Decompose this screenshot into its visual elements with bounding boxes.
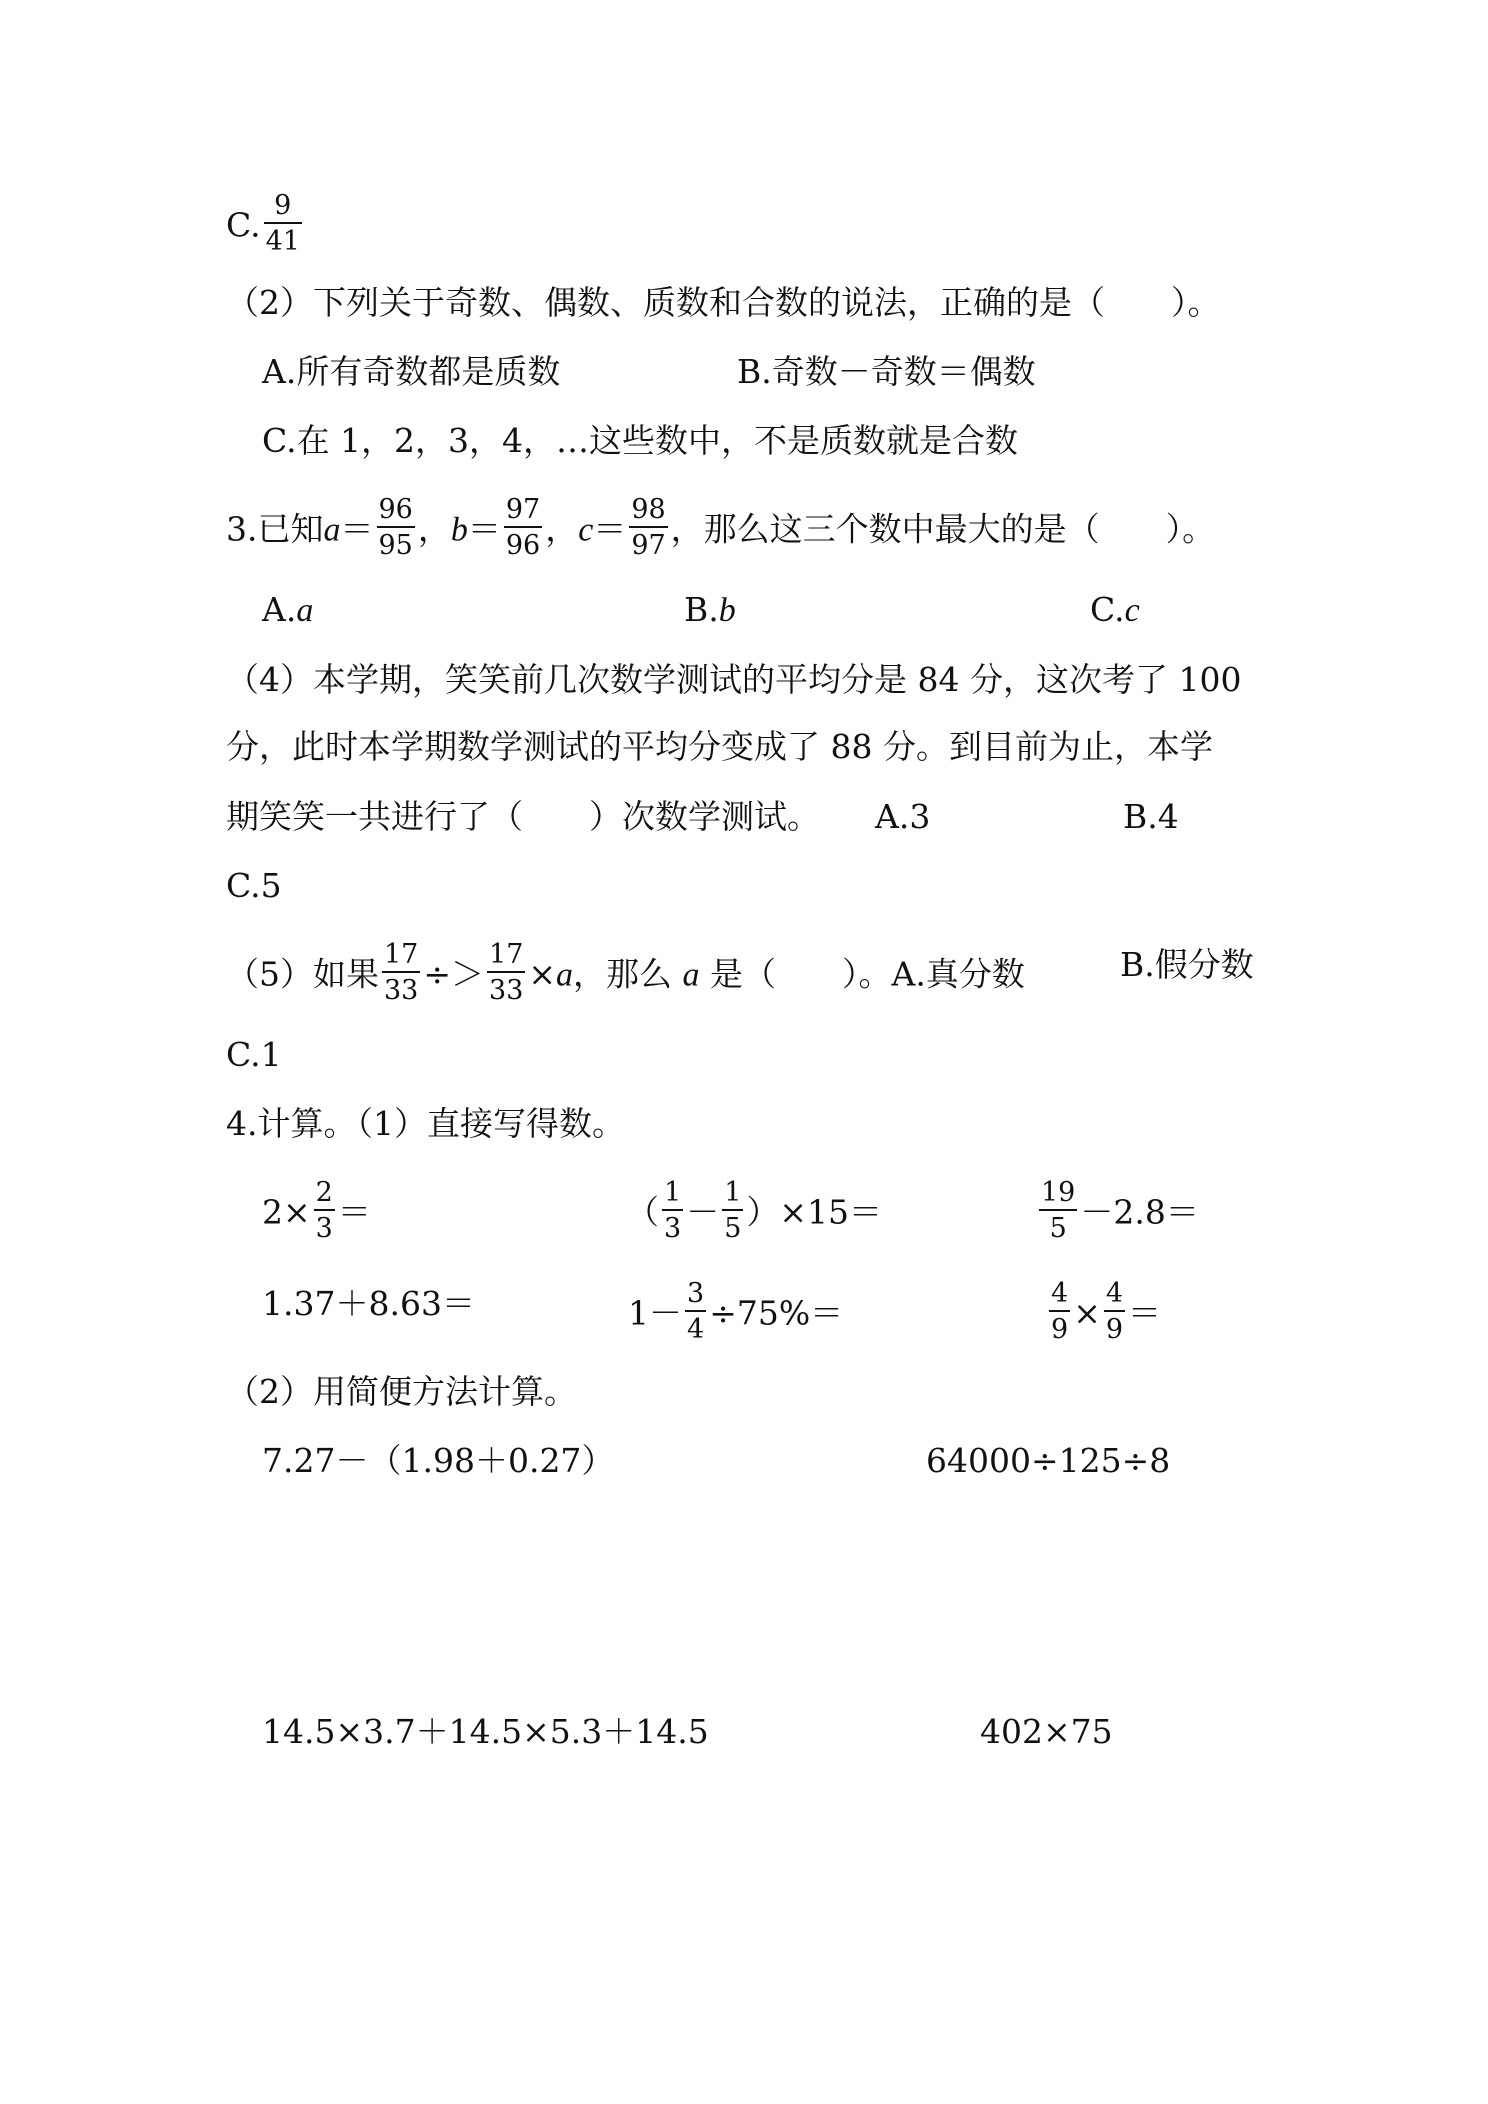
q3-option-a: A.a bbox=[262, 590, 314, 629]
q5-option-b: B.假分数 bbox=[1120, 945, 1254, 984]
expr-2: （ $\frac{1}{3}$ － $\frac{1}{5}$ ）×15＝ bbox=[626, 1177, 883, 1244]
fraction: $\frac{4}{9}$ bbox=[1051, 1278, 1069, 1345]
q2-option-c: C.在 1，2，3，4，…这些数中，不是质数就是合数 bbox=[262, 421, 1019, 460]
fraction-a: $\frac{96}{95}$ bbox=[378, 494, 413, 561]
fraction: $\frac{3}{4}$ bbox=[687, 1278, 705, 1345]
calc-4: 402×75 bbox=[980, 1712, 1113, 1751]
q6-title: 4.计算。（1）直接写得数。 bbox=[226, 1104, 625, 1143]
expr-4: 1.37＋8.63＝ bbox=[262, 1284, 475, 1323]
calc-1: 7.27－（1.98＋0.27） bbox=[262, 1441, 615, 1480]
q2-option-a: A.所有奇数都是质数 bbox=[262, 352, 561, 391]
calc-3: 14.5×3.7＋14.5×5.3＋14.5 bbox=[262, 1712, 709, 1751]
fraction-b: $\frac{97}{96}$ bbox=[505, 494, 541, 561]
q2-stem: （2）下列关于奇数、偶数、质数和合数的说法，正确的是（ ）。 bbox=[226, 283, 1221, 322]
expr-6: $\frac{4}{9}$ × $\frac{4}{9}$ ＝ bbox=[1051, 1278, 1162, 1345]
q4-line-2: 分，此时本学期数学测试的平均分变成了 88 分。到目前为止，本学 bbox=[226, 727, 1213, 766]
fraction: $\frac{2}{3}$ bbox=[315, 1177, 333, 1244]
q3-stem: 3.已知a＝ $\frac{96}{95}$ ，b＝ $\frac{97}{96}$ ，c＝ $\frac{98}{97}$ ，那么这三个数中最大的是（ ）。 bbox=[226, 494, 1216, 561]
expr-3: $\frac{19}{5}$ －2.8＝ bbox=[1041, 1177, 1199, 1244]
q2-option-b: B.奇数－奇数＝偶数 bbox=[737, 352, 1036, 391]
q4-option-c: C.5 bbox=[226, 866, 282, 905]
fraction-c: $\frac{98}{97}$ bbox=[631, 494, 666, 561]
expr-5: 1－ $\frac{3}{4}$ ÷75%＝ bbox=[628, 1278, 844, 1345]
q5-stem: （5）如果 $\frac{17}{33}$ ÷＞ $\frac{17}{33}$ ×a，那么 a 是（ ）。A.真分数 bbox=[226, 939, 1025, 1006]
fraction: $\frac{19}{5}$ bbox=[1041, 1177, 1076, 1244]
q4-option-a: A.3 bbox=[875, 797, 931, 836]
expr-1: 2× $\frac{2}{3}$ ＝ bbox=[262, 1177, 371, 1244]
q4-line-1: （4）本学期，笑笑前几次数学测试的平均分是 84 分，这次考了 100 bbox=[226, 660, 1242, 699]
calc-2: 64000÷125÷8 bbox=[926, 1441, 1171, 1480]
fraction: $\frac{1}{3}$ bbox=[664, 1177, 682, 1244]
fraction: $\frac{17}{33}$ bbox=[489, 939, 524, 1006]
q1-option-c: C. $\frac{9}{41}$ bbox=[226, 190, 300, 257]
q4-line-3: 期笑笑一共进行了（ ）次数学测试。 bbox=[226, 797, 820, 836]
q5-option-c: C.1 bbox=[226, 1035, 282, 1074]
fraction: $\frac{1}{5}$ bbox=[724, 1177, 742, 1244]
fraction: $\frac{4}{9}$ bbox=[1105, 1278, 1124, 1345]
fraction: $\frac{17}{33}$ bbox=[384, 939, 419, 1006]
q3-option-c: C.c bbox=[1090, 590, 1140, 629]
q4-option-b: B.4 bbox=[1123, 797, 1179, 836]
q3-option-b: B.b bbox=[684, 590, 736, 629]
q6-sub2: （2）用简便方法计算。 bbox=[226, 1372, 577, 1411]
fraction: $\frac{9}{41}$ bbox=[265, 190, 300, 257]
